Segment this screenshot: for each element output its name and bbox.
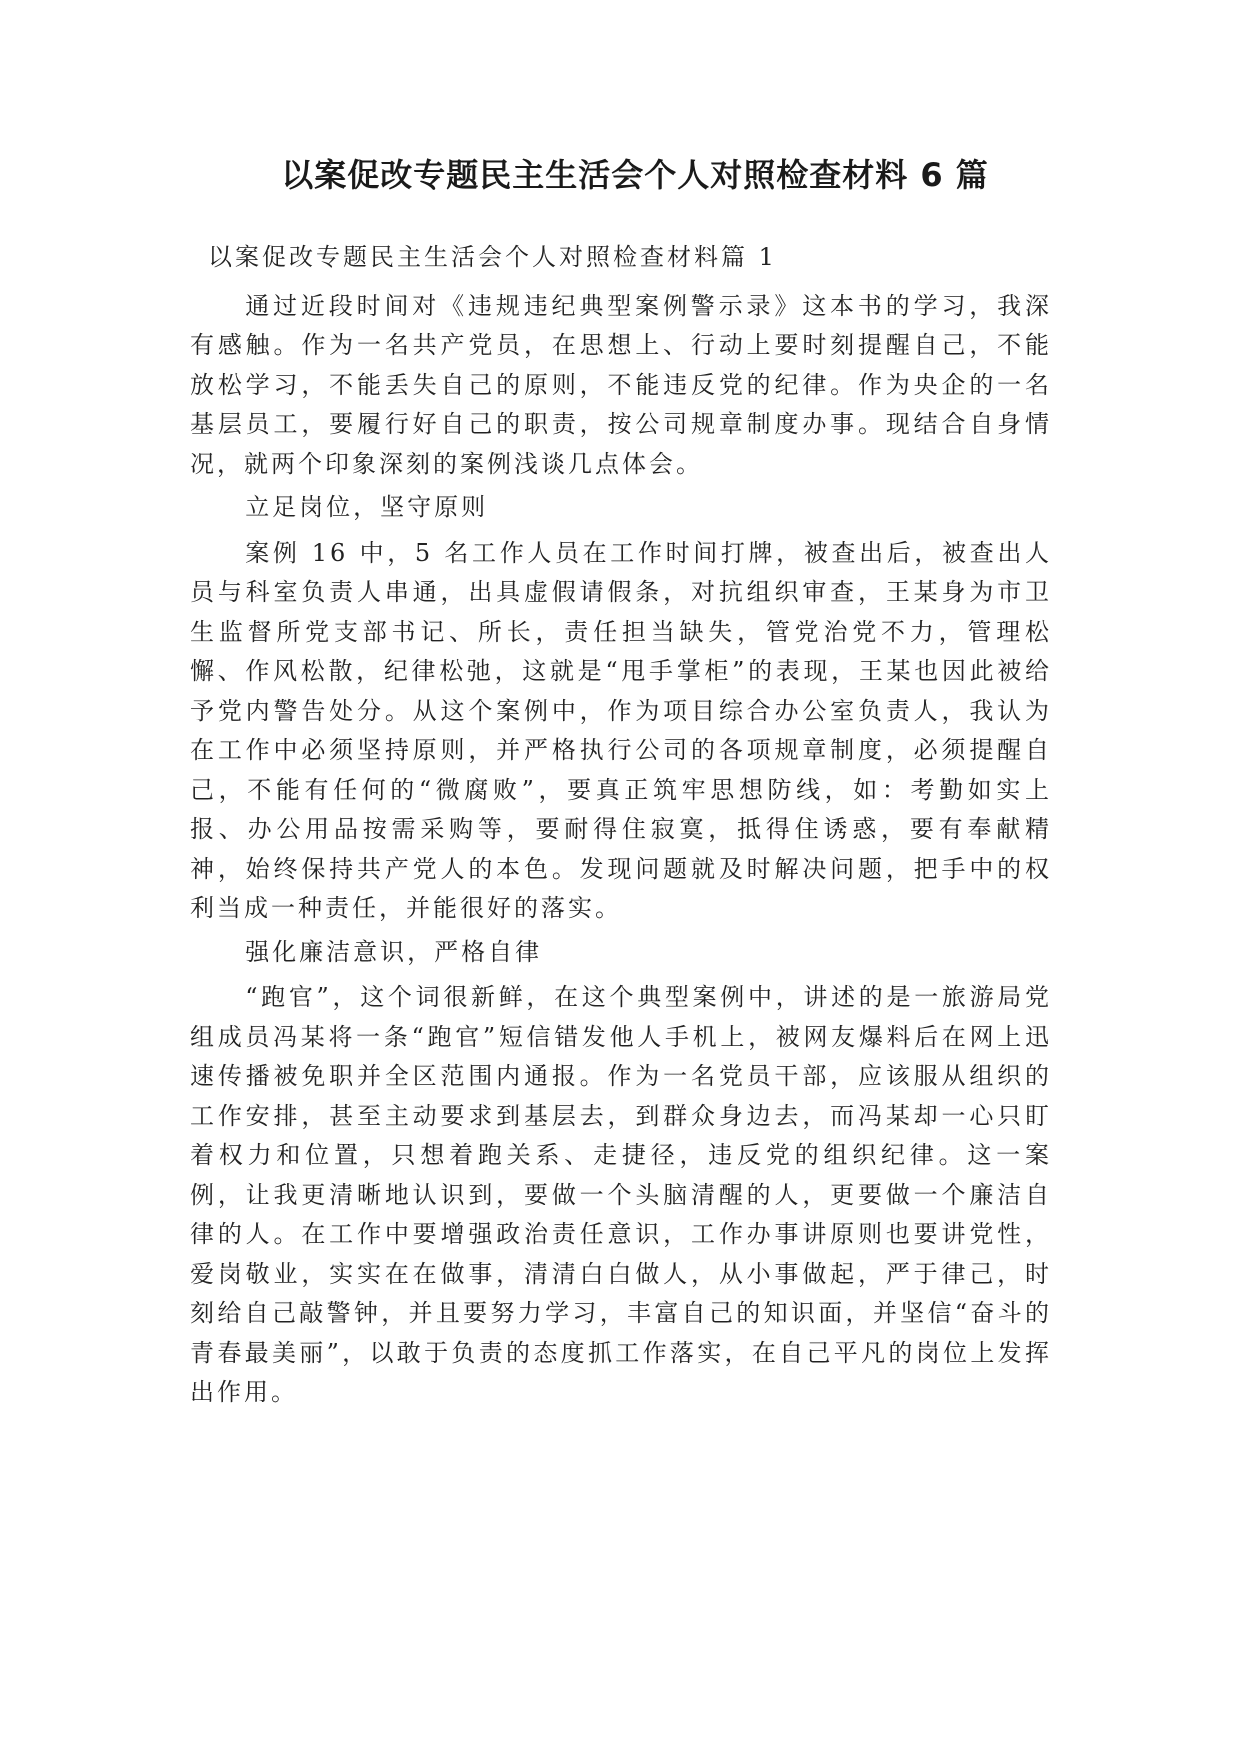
section-heading-1: 立足岗位，坚守原则 — [245, 493, 489, 521]
section-heading-2: 强化廉洁意识，严格自律 — [245, 937, 543, 966]
document-body — [190, 238, 1052, 1417]
section-subtitle: 以案促改专题民主生活会个人对照检查材料篇 1 — [208, 243, 777, 271]
document-title: 以案促改专题民主生活会个人对照检查材料 6 篇 — [281, 156, 989, 194]
paragraph-intro: 通过近段时间对《违规违纪典型案例警示录》这本书的学习，我深有感触。作为一名共产党员，在思想上、行动上要时刻提醒自己，不能放松学习，不能丢失自己的原则，不能违反党的纪律。作为央企的一名基层员工，要履行好自己的职责，按公司规章制度办事。现结合自身情况，就两个印象深刻的案例浅谈几点体会。 — [190, 291, 1052, 478]
paragraph-paoguan: “跑官”，这个词很新鲜，在这个典型案例中，讲述的是一旅游局党组成员冯某将一条“跑官”短信错发他人手机上，被网友爆料后在网上迅速传播被免职并全区范围内通报。作为一名党员干部，应该服从组织的工作安排，甚至主动要求到基层去，到群众身边去，而冯某却一心只盯着权力和位置，只想着跑关系、走捷径，违反党的组织纪律。这一案例，让我更清晰地认识到，要做一个头脑清醒的人，更要做一个廉洁自律的人。在工作中要增强政治责任意识，工作办事讲原则也要讲党性，爱岗敬业，实实在在做事，清清白白做人，从小事做起，严于律己，时刻给自己敲警钟，并且要努力学习，丰富自己的知识面，并坚信“奋斗的青春最美丽”，以敢于负责的态度抓工作落实，在自己平凡的岗位上发挥出作用。 — [190, 983, 1052, 1406]
paragraph-case-16: 案例 16 中，5 名工作人员在工作时间打牌，被查出后，被查出人员与科室负责人串通，出具虚假请假条，对抗组织审查，王某身为市卫生监督所党支部书记、所长，责任担当缺失，管党治党不力，管理松懈、作风松散，纪律松弛，这就是“甩手掌柜”的表现，王某也因此被给予党内警告处分。从这个案例中，作为项目综合办公室负责人，我认为在工作中必须坚持原则，并严格执行公司的各项规章制度，必须提醒自己，不能有任何的“微腐败”，要真正筑牢思想防线，如：考勤如实上报、办公用品按需采购等，要耐得住寂寞，抵得住诱惑，要有奉献精神，始终保持共产党人的本色。发现问题就及时解决问题，把手中的权利当成一种责任，并能很好的落实。 — [190, 538, 1052, 922]
